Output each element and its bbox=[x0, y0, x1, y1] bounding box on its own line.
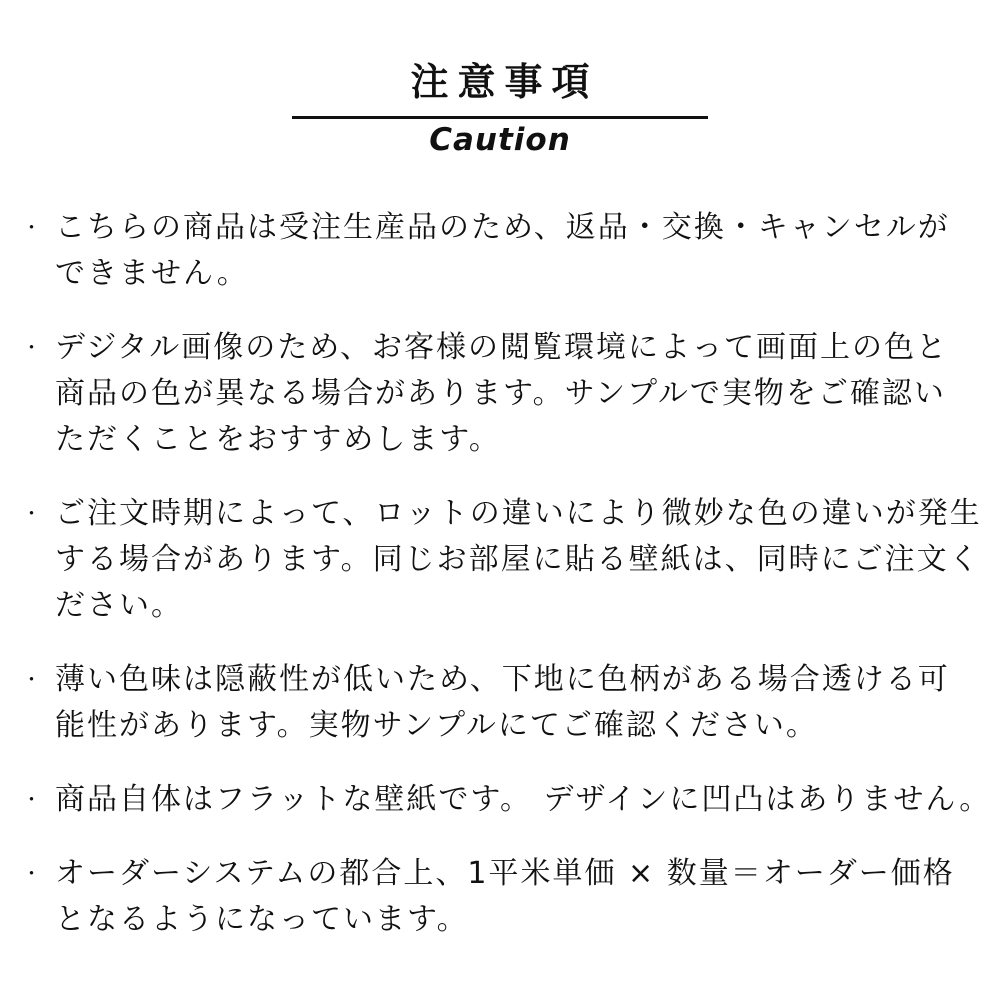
caution-item bbox=[0, 777, 1000, 823]
caution-item bbox=[0, 205, 1000, 297]
bullet-marker: ・ bbox=[22, 217, 42, 239]
caution-item bbox=[0, 325, 1000, 463]
page-header bbox=[0, 0, 1000, 159]
bullet-marker: ・ bbox=[22, 669, 42, 691]
caution-text bbox=[55, 325, 948, 463]
caution-line: 薄い色味は隠蔽性が低いため、下地に色柄がある場合透ける可 bbox=[55, 662, 950, 697]
caution-line: となるようになっています。 bbox=[55, 902, 469, 937]
caution-line: 商品の色が異なる場合があります。サンプルで実物をご確認い bbox=[55, 376, 946, 411]
caution-item bbox=[0, 657, 1000, 749]
caution-text bbox=[55, 777, 991, 823]
caution-line: できません。 bbox=[55, 256, 249, 291]
caution-line: ご注文時期によって、ロットの違いにより微妙な色の違いが発生 bbox=[55, 496, 982, 531]
caution-item bbox=[0, 851, 1000, 943]
caution-line: デジタル画像のため、お客様の閲覧環境によって画面上の色と bbox=[55, 330, 948, 365]
bullet-marker: ・ bbox=[22, 337, 42, 359]
caution-line: する場合があります。同じお部屋に貼る壁紙は、同時にご注文く bbox=[55, 542, 981, 577]
caution-text bbox=[55, 851, 955, 943]
bullet-marker: ・ bbox=[22, 789, 42, 811]
caution-text bbox=[55, 657, 950, 749]
caution-item bbox=[0, 491, 1000, 629]
title-divider bbox=[292, 116, 708, 119]
caution-line: ださい。 bbox=[55, 588, 183, 623]
caution-text bbox=[55, 205, 950, 297]
caution-line: ただくことをおすすめします。 bbox=[55, 422, 501, 457]
caution-line: こちらの商品は受注生産品のため、返品・交換・キャンセルが bbox=[55, 210, 950, 245]
bullet-marker: ・ bbox=[22, 863, 42, 885]
caution-list bbox=[0, 205, 1000, 943]
caution-line: 能性があります。実物サンプルにてご確認ください。 bbox=[55, 708, 818, 743]
bullet-marker: ・ bbox=[22, 503, 42, 525]
caution-line: 商品自体はフラットな壁紙です。 デザインに凹凸はありません。 bbox=[55, 782, 992, 817]
caution-line: オーダーシステムの都合上、1平米単価 × 数量＝オーダー価格 bbox=[55, 856, 955, 891]
page-title: 注意事項 bbox=[410, 60, 599, 104]
page-subtitle: Caution bbox=[429, 122, 571, 158]
caution-text bbox=[55, 491, 982, 629]
